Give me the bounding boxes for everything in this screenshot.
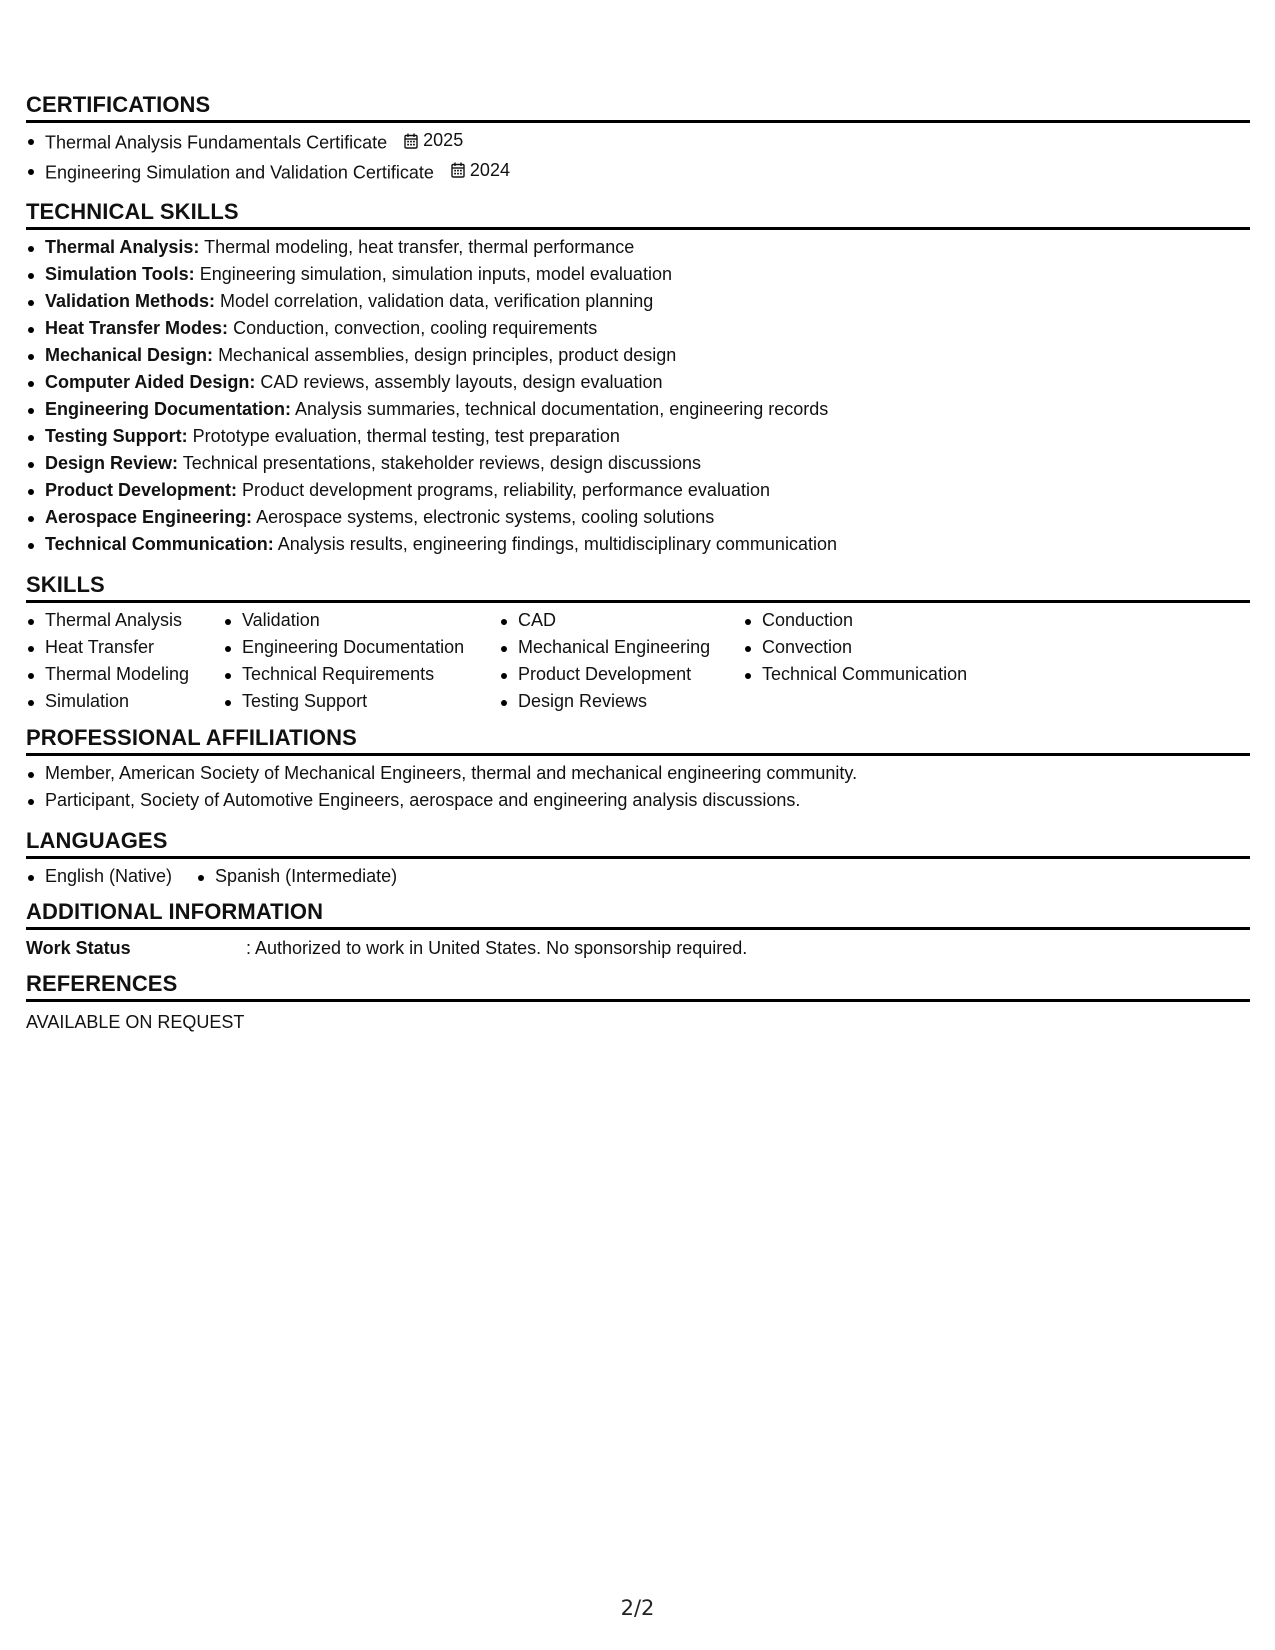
skill-category-label: Product Development:	[45, 480, 238, 500]
list-item	[26, 157, 1250, 187]
resume-page	[26, 92, 1250, 1035]
skill-category-text: Engineering simulation, simulation inputs, model evaluation	[199, 264, 672, 284]
references-text: AVAILABLE ON REQUEST	[26, 1012, 245, 1032]
section-title-affiliations: PROFESSIONAL AFFILIATIONS	[26, 725, 1250, 756]
work-status-label: Work Status	[26, 938, 131, 958]
section-title-additional-information: ADDITIONAL INFORMATION	[26, 899, 1250, 930]
skill-category-label: Aerospace Engineering:	[45, 507, 253, 527]
section-title-languages: LANGUAGES	[26, 828, 1250, 859]
list-item: Design Reviews	[499, 688, 743, 715]
skill-category-label: Testing Support:	[45, 426, 188, 446]
list-item: Spanish (Intermediate)	[196, 863, 397, 890]
skill-category-text: Model correlation, validation data, verification planning	[220, 291, 654, 311]
list-item	[26, 234, 1250, 261]
list-item: Member, American Society of Mechanical Engineers, thermal and mechanical engineering community.	[26, 760, 1250, 787]
certification-year: 2024	[469, 159, 510, 180]
certification-year: 2025	[423, 130, 464, 150]
list-item	[26, 369, 1250, 396]
skill-category-text: Analysis summaries, technical documentation, engineering records	[295, 399, 829, 419]
list-item: Validation	[223, 607, 499, 634]
list-item	[26, 288, 1250, 315]
list-item	[26, 261, 1250, 288]
skill-category-text: Thermal modeling, heat transfer, thermal performance	[204, 237, 635, 257]
skills-column	[499, 607, 743, 715]
list-item	[26, 342, 1250, 369]
certification-date	[404, 127, 463, 154]
skills-column	[26, 607, 223, 715]
page-number: 2/2	[620, 1596, 655, 1620]
calendar-icon	[451, 162, 465, 178]
list-item: Engineering Documentation	[223, 634, 499, 661]
skill-category-label: Mechanical Design:	[45, 345, 214, 365]
section-title-references: REFERENCES	[26, 971, 1250, 1002]
skill-category-text: Prototype evaluation, thermal testing, test preparation	[192, 426, 620, 446]
skills-section	[26, 572, 1250, 715]
skill-category-label: Technical Communication:	[45, 534, 274, 554]
list-item: Testing Support	[223, 688, 499, 715]
list-item	[26, 127, 1250, 157]
skill-category-label: Engineering Documentation:	[45, 399, 292, 419]
list-item: Technical Requirements	[223, 661, 499, 688]
certifications-section	[26, 92, 1250, 186]
list-item: Heat Transfer	[26, 634, 223, 661]
skill-category-text: Analysis results, engineering findings, multidisciplinary communication	[277, 534, 837, 554]
skill-category-text: Conduction, convection, cooling requirements	[233, 318, 598, 338]
skill-category-text: CAD reviews, assembly layouts, design evaluation	[260, 372, 663, 392]
list-item: Technical Communication	[743, 661, 1003, 688]
list-item	[26, 477, 1250, 504]
list-item	[26, 504, 1250, 531]
technical-skills-section	[26, 199, 1250, 558]
languages-row	[26, 863, 1250, 890]
list-item: CAD	[499, 607, 743, 634]
additional-information-section	[26, 899, 1250, 961]
skills-columns	[26, 607, 1250, 715]
certification-name: Thermal Analysis Fundamentals Certificate	[45, 132, 388, 153]
list-item	[26, 315, 1250, 342]
references-section	[26, 971, 1250, 1035]
list-item: English (Native)	[26, 863, 172, 890]
languages-list	[26, 863, 421, 890]
certification-name: Engineering Simulation and Validation Certificate	[45, 162, 434, 182]
skill-category-label: Design Review:	[45, 453, 179, 473]
calendar-icon	[404, 133, 418, 149]
skill-category-text: Product development programs, reliability, performance evaluation	[242, 480, 770, 500]
languages-section	[26, 828, 1250, 890]
certifications-list	[26, 127, 1250, 186]
skills-column	[223, 607, 499, 715]
certification-date	[451, 157, 510, 184]
skill-category-label: Thermal Analysis:	[45, 237, 200, 257]
affiliations-list	[26, 760, 1250, 814]
skills-column	[743, 607, 1003, 715]
section-title-certifications: CERTIFICATIONS	[26, 92, 1250, 123]
skill-category-label: Computer Aided Design:	[45, 372, 256, 392]
list-item: Conduction	[743, 607, 1003, 634]
list-item	[26, 396, 1250, 423]
list-item	[26, 423, 1250, 450]
skill-category-label: Heat Transfer Modes:	[45, 318, 229, 338]
work-status-value: : Authorized to work in United States. No sponsorship required.	[246, 938, 748, 958]
list-item	[26, 450, 1250, 477]
work-status-row	[26, 935, 1250, 961]
list-item	[26, 531, 1250, 558]
list-item: Product Development	[499, 661, 743, 688]
skill-category-text: Technical presentations, stakeholder reviews, design discussions	[182, 453, 702, 473]
list-item: Participant, Society of Automotive Engineers, aerospace and engineering analysis discussions.	[26, 787, 1250, 814]
skill-category-text: Mechanical assemblies, design principles, product design	[218, 345, 677, 365]
list-item: Thermal Modeling	[26, 661, 223, 688]
affiliations-section	[26, 725, 1250, 814]
skill-category-label: Validation Methods:	[45, 291, 216, 311]
list-item: Mechanical Engineering	[499, 634, 743, 661]
section-title-technical-skills: TECHNICAL SKILLS	[26, 199, 1250, 230]
skill-category-label: Simulation Tools:	[45, 264, 195, 284]
technical-skills-list	[26, 234, 1250, 558]
skill-category-text: Aerospace systems, electronic systems, cooling solutions	[256, 507, 715, 527]
list-item: Thermal Analysis	[26, 607, 223, 634]
list-item: Convection	[743, 634, 1003, 661]
list-item: Simulation	[26, 688, 223, 715]
section-title-skills: SKILLS	[26, 572, 1250, 603]
